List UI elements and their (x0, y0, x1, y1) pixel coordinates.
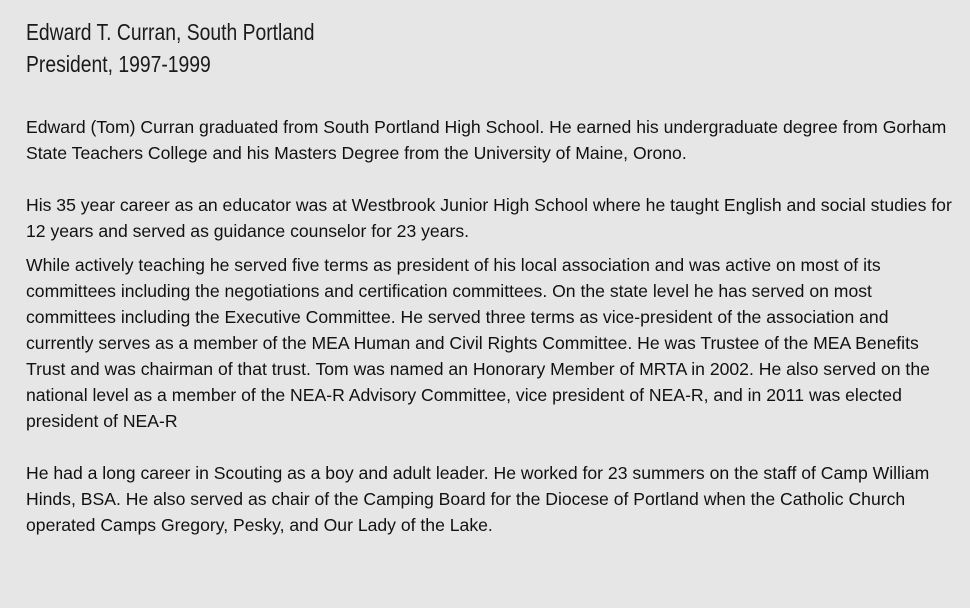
bio-paragraph-scouting: He had a long career in Scouting as a boy and adult leader. He worked for 23 summers on the staff of Camp William Hinds, BSA. He also served as chair of the Camping Board for the Diocese of Portland when the Catholic Church operated Camps Gregory, Pesky, and Our Lady of the Lake. (26, 463, 930, 535)
profile-header (26, 16, 956, 80)
person-role: President, 1997-1999 (26, 51, 211, 77)
profile-page (26, 16, 956, 538)
bio-paragraph-education: Edward (Tom) Curran graduated from South Portland High School. He earned his undergraduate degree from Gorham State Teachers College and his Masters Degree from the University of Maine, Orono. (26, 117, 947, 163)
person-name: Edward T. Curran, South Portland (26, 19, 315, 45)
biography (26, 114, 956, 538)
bio-paragraph-career: His 35 year career as an educator was at Westbrook Junior High School where he taught English and social studies for 12 years and served as guidance counselor for 23 years. (26, 195, 952, 241)
bio-paragraph-association: While actively teaching he served five terms as president of his local association and was active on most of its committees including the negotiations and certification committees. On the state level he has served on most committees including the Executive Committee. He served three terms as vice-president of the association and currently serves as a member of the MEA Human and Civil Rights Committee. He was Trustee of the MEA Benefits Trust and was chairman of that trust. Tom was named an Honorary Member of MRTA in 2002. He also served on the national level as a member of the NEA-R Advisory Committee, vice president of NEA-R, and in 2011 was elected president of NEA-R (26, 255, 930, 431)
